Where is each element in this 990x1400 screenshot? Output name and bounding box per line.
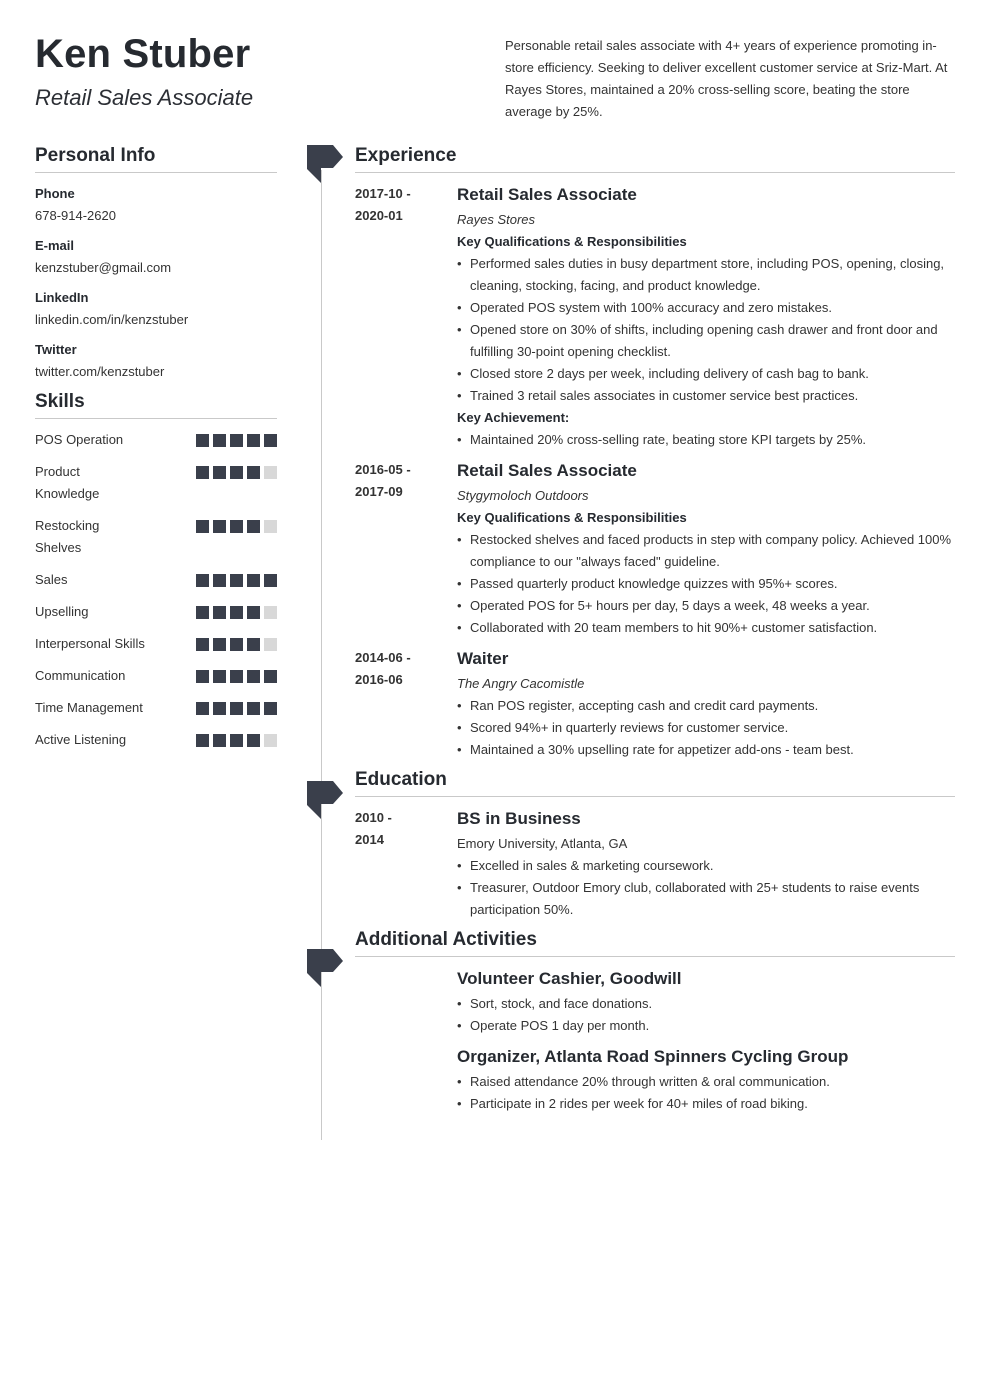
skill-dot-filled: [247, 670, 260, 683]
education-section: [355, 769, 955, 921]
school-name: Emory University, Atlanta, GA: [457, 836, 628, 851]
skill-dot-filled: [264, 702, 277, 715]
skills-list: [35, 429, 277, 751]
personal-info-heading: Personal Info: [35, 145, 277, 173]
education-entry: [355, 807, 955, 921]
list-item: • Sort, stock, and face donations.: [457, 993, 955, 1015]
entry-dates: [355, 183, 457, 451]
list-item: • Closed store 2 days per week, including delivery of cash bag to bank.: [457, 363, 955, 385]
list-item: • Trained 3 retail sales associates in customer service best practices.: [457, 385, 955, 407]
skill-dot-empty: [264, 638, 277, 651]
candidate-role: Retail Sales Associate: [35, 85, 254, 110]
activity-title: Volunteer Cashier, Goodwill: [457, 969, 682, 988]
skill-dot-filled: [196, 606, 209, 619]
phone-value: 678-914-2620: [35, 208, 116, 223]
date-start: 2017-10 -: [355, 186, 411, 201]
skill-dot-filled: [213, 574, 226, 587]
info-item-email: [35, 235, 277, 279]
list-item: • Participate in 2 rides per week for 40+ miles of road biking.: [457, 1093, 955, 1115]
entry-body: [457, 807, 955, 921]
info-item-linkedin: [35, 287, 277, 331]
list-item: • Operated POS system with 100% accuracy and zero mistakes.: [457, 297, 955, 319]
list-item: • Passed quarterly product knowledge quizzes with 95%+ scores.: [457, 573, 955, 595]
education-flag-icon: [307, 781, 343, 819]
job-title: Retail Sales Associate: [457, 185, 637, 204]
list-item: • Ran POS register, accepting cash and credit card payments.: [457, 695, 955, 717]
achievements-list: [457, 429, 955, 451]
date-end: 2017-09: [355, 484, 403, 499]
linkedin-value: linkedin.com/in/kenzstuber: [35, 312, 189, 327]
skill-rating: [196, 633, 277, 651]
entry-body: [457, 183, 955, 451]
responsibilities-heading: Key Qualifications & Responsibilities: [457, 234, 687, 249]
skill-dot-filled: [230, 434, 243, 447]
responsibilities-list: [457, 253, 955, 407]
experience-section: [355, 145, 955, 761]
entry-dates: [355, 807, 457, 921]
responsibilities-heading: Key Qualifications & Responsibilities: [457, 510, 687, 525]
skill-row: [35, 697, 277, 719]
skill-row: [35, 569, 277, 591]
skill-name: Communication: [35, 668, 126, 683]
skill-dot-filled: [196, 702, 209, 715]
entry-dates: [355, 459, 457, 639]
activities-section: [355, 929, 955, 1115]
skill-row: [35, 729, 277, 751]
info-label: E-mail: [35, 238, 75, 253]
skill-dot-filled: [247, 734, 260, 747]
candidate-name: Ken Stuber: [35, 32, 251, 76]
entry-body: [457, 459, 955, 639]
activity-entry: [457, 1045, 955, 1115]
date-end: 2016-06: [355, 672, 403, 687]
skill-rating: [196, 429, 277, 447]
skill-name: Interpersonal Skills: [35, 636, 145, 651]
skill-row: [35, 429, 277, 451]
twitter-value: twitter.com/kenzstuber: [35, 364, 165, 379]
skill-dot-filled: [247, 702, 260, 715]
profile-summary: Personable retail sales associate with 4+ years of experience promoting in-store efficiency. Seeking to deliver excellent customer service at Sriz-Mart. At Rayes Stores, maintained a 20% cross-selling score, beating the store average by 25%.: [505, 38, 948, 119]
skill-dot-filled: [230, 702, 243, 715]
activity-entry: [457, 967, 955, 1037]
activities-heading: Additional Activities: [355, 929, 955, 957]
entry-body: [457, 647, 955, 761]
skill-dot-filled: [230, 670, 243, 683]
activity-list: [457, 1071, 955, 1115]
left-column: [35, 145, 277, 761]
experience-entry: [355, 647, 955, 761]
skill-dot-filled: [247, 574, 260, 587]
experience-entry: [355, 183, 955, 451]
company-name: Rayes Stores: [457, 212, 536, 227]
skill-rating: [196, 601, 277, 619]
skill-rating: [196, 729, 277, 747]
responsibilities-list: [457, 695, 955, 761]
skill-dot-filled: [213, 466, 226, 479]
list-item: • Opened store on 30% of shifts, including opening cash drawer and front door and fulfilling 30-point opening checklist.: [457, 319, 955, 363]
activities-flag-icon: [307, 949, 343, 987]
skill-dot-filled: [230, 466, 243, 479]
list-item: • Operate POS 1 day per month.: [457, 1015, 955, 1037]
skill-rating: [196, 697, 277, 715]
info-item-twitter: [35, 339, 277, 383]
list-item: • Performed sales duties in busy department store, including POS, opening, closing, cleaning, stocking, facing, and product knowledge.: [457, 253, 955, 297]
email-value: kenzstuber@gmail.com: [35, 260, 172, 275]
skill-name: Upselling: [35, 604, 89, 619]
skill-rating: [196, 569, 277, 587]
list-item: • Operated POS for 5+ hours per day, 5 days a week, 48 weeks a year.: [457, 595, 955, 617]
education-heading: Education: [355, 769, 955, 797]
skill-dot-filled: [196, 466, 209, 479]
skill-dot-empty: [264, 606, 277, 619]
skill-rating: [196, 515, 277, 533]
skill-dot-filled: [213, 670, 226, 683]
job-title: Retail Sales Associate: [457, 461, 637, 480]
list-item: • Collaborated with 20 team members to hit 90%+ customer satisfaction.: [457, 617, 955, 639]
timeline-line: [321, 170, 322, 1140]
skill-row: [35, 515, 277, 559]
skill-dot-filled: [230, 520, 243, 533]
date-start: 2016-05 -: [355, 462, 411, 477]
skill-name: Product Knowledge: [35, 464, 100, 501]
skill-name: Restocking Shelves: [35, 518, 100, 555]
skill-row: [35, 461, 277, 505]
skill-row: [35, 665, 277, 687]
list-item: • Raised attendance 20% through written & oral communication.: [457, 1071, 955, 1093]
skill-dot-filled: [264, 434, 277, 447]
skill-rating: [196, 665, 277, 683]
skill-dot-filled: [230, 638, 243, 651]
experience-heading: Experience: [355, 145, 955, 173]
list-item: • Excelled in sales & marketing coursework.: [457, 855, 955, 877]
skill-dot-filled: [247, 606, 260, 619]
skill-dot-filled: [264, 670, 277, 683]
skill-dot-filled: [230, 734, 243, 747]
list-item: • Scored 94%+ in quarterly reviews for customer service.: [457, 717, 955, 739]
skill-dot-filled: [213, 434, 226, 447]
skill-row: [35, 633, 277, 655]
experience-flag-icon: [307, 145, 343, 183]
job-title: Waiter: [457, 649, 509, 668]
skill-dot-filled: [230, 606, 243, 619]
info-label: LinkedIn: [35, 290, 89, 305]
achievement-heading: Key Achievement:: [457, 410, 570, 425]
skill-dot-filled: [196, 670, 209, 683]
skill-name: Time Management: [35, 700, 143, 715]
entry-dates: [355, 647, 457, 761]
degree-title: BS in Business: [457, 809, 581, 828]
date-start: 2014-06 -: [355, 650, 411, 665]
company-name: Stygymoloch Outdoors: [457, 488, 589, 503]
skill-row: [35, 601, 277, 623]
list-item: • Maintained a 30% upselling rate for appetizer add-ons - team best.: [457, 739, 955, 761]
skill-dot-filled: [230, 574, 243, 587]
date-start: 2010 -: [355, 810, 392, 825]
activity-list: [457, 993, 955, 1037]
list-item: • Maintained 20% cross-selling rate, beating store KPI targets by 25%.: [457, 429, 955, 451]
skill-name: Active Listening: [35, 732, 127, 747]
date-end: 2020-01: [355, 208, 403, 223]
skill-dot-empty: [264, 734, 277, 747]
skill-dot-empty: [264, 466, 277, 479]
skills-heading: Skills: [35, 391, 277, 419]
skill-name: POS Operation: [35, 432, 124, 447]
skill-dot-filled: [213, 520, 226, 533]
skill-dot-filled: [196, 638, 209, 651]
skill-dot-filled: [247, 520, 260, 533]
skill-dot-filled: [213, 638, 226, 651]
skill-dot-filled: [247, 638, 260, 651]
skill-dot-filled: [196, 574, 209, 587]
skill-dot-filled: [196, 734, 209, 747]
info-label: Phone: [35, 186, 75, 201]
list-item: • Treasurer, Outdoor Emory club, collaborated with 25+ students to raise events participation 50%.: [457, 877, 955, 921]
skill-dot-filled: [247, 434, 260, 447]
responsibilities-list: [457, 529, 955, 639]
list-item: • Restocked shelves and faced products in step with company policy. Achieved 100% compliance to our "always faced" guideline.: [457, 529, 955, 573]
experience-entry: [355, 459, 955, 639]
right-column: [355, 145, 955, 1123]
skill-rating: [196, 461, 277, 479]
date-end: 2014: [355, 832, 384, 847]
skill-dot-filled: [213, 606, 226, 619]
skill-dot-filled: [196, 434, 209, 447]
skill-dot-filled: [196, 520, 209, 533]
skill-dot-filled: [247, 466, 260, 479]
info-label: Twitter: [35, 342, 77, 357]
education-list: [457, 855, 955, 921]
skill-dot-filled: [213, 734, 226, 747]
skill-name: Sales: [35, 572, 68, 587]
skill-dot-empty: [264, 520, 277, 533]
activity-title: Organizer, Atlanta Road Spinners Cycling Group: [457, 1047, 849, 1066]
skill-dot-filled: [264, 574, 277, 587]
company-name: The Angry Cacomistle: [457, 676, 585, 691]
info-item-phone: [35, 183, 277, 227]
skill-dot-filled: [213, 702, 226, 715]
